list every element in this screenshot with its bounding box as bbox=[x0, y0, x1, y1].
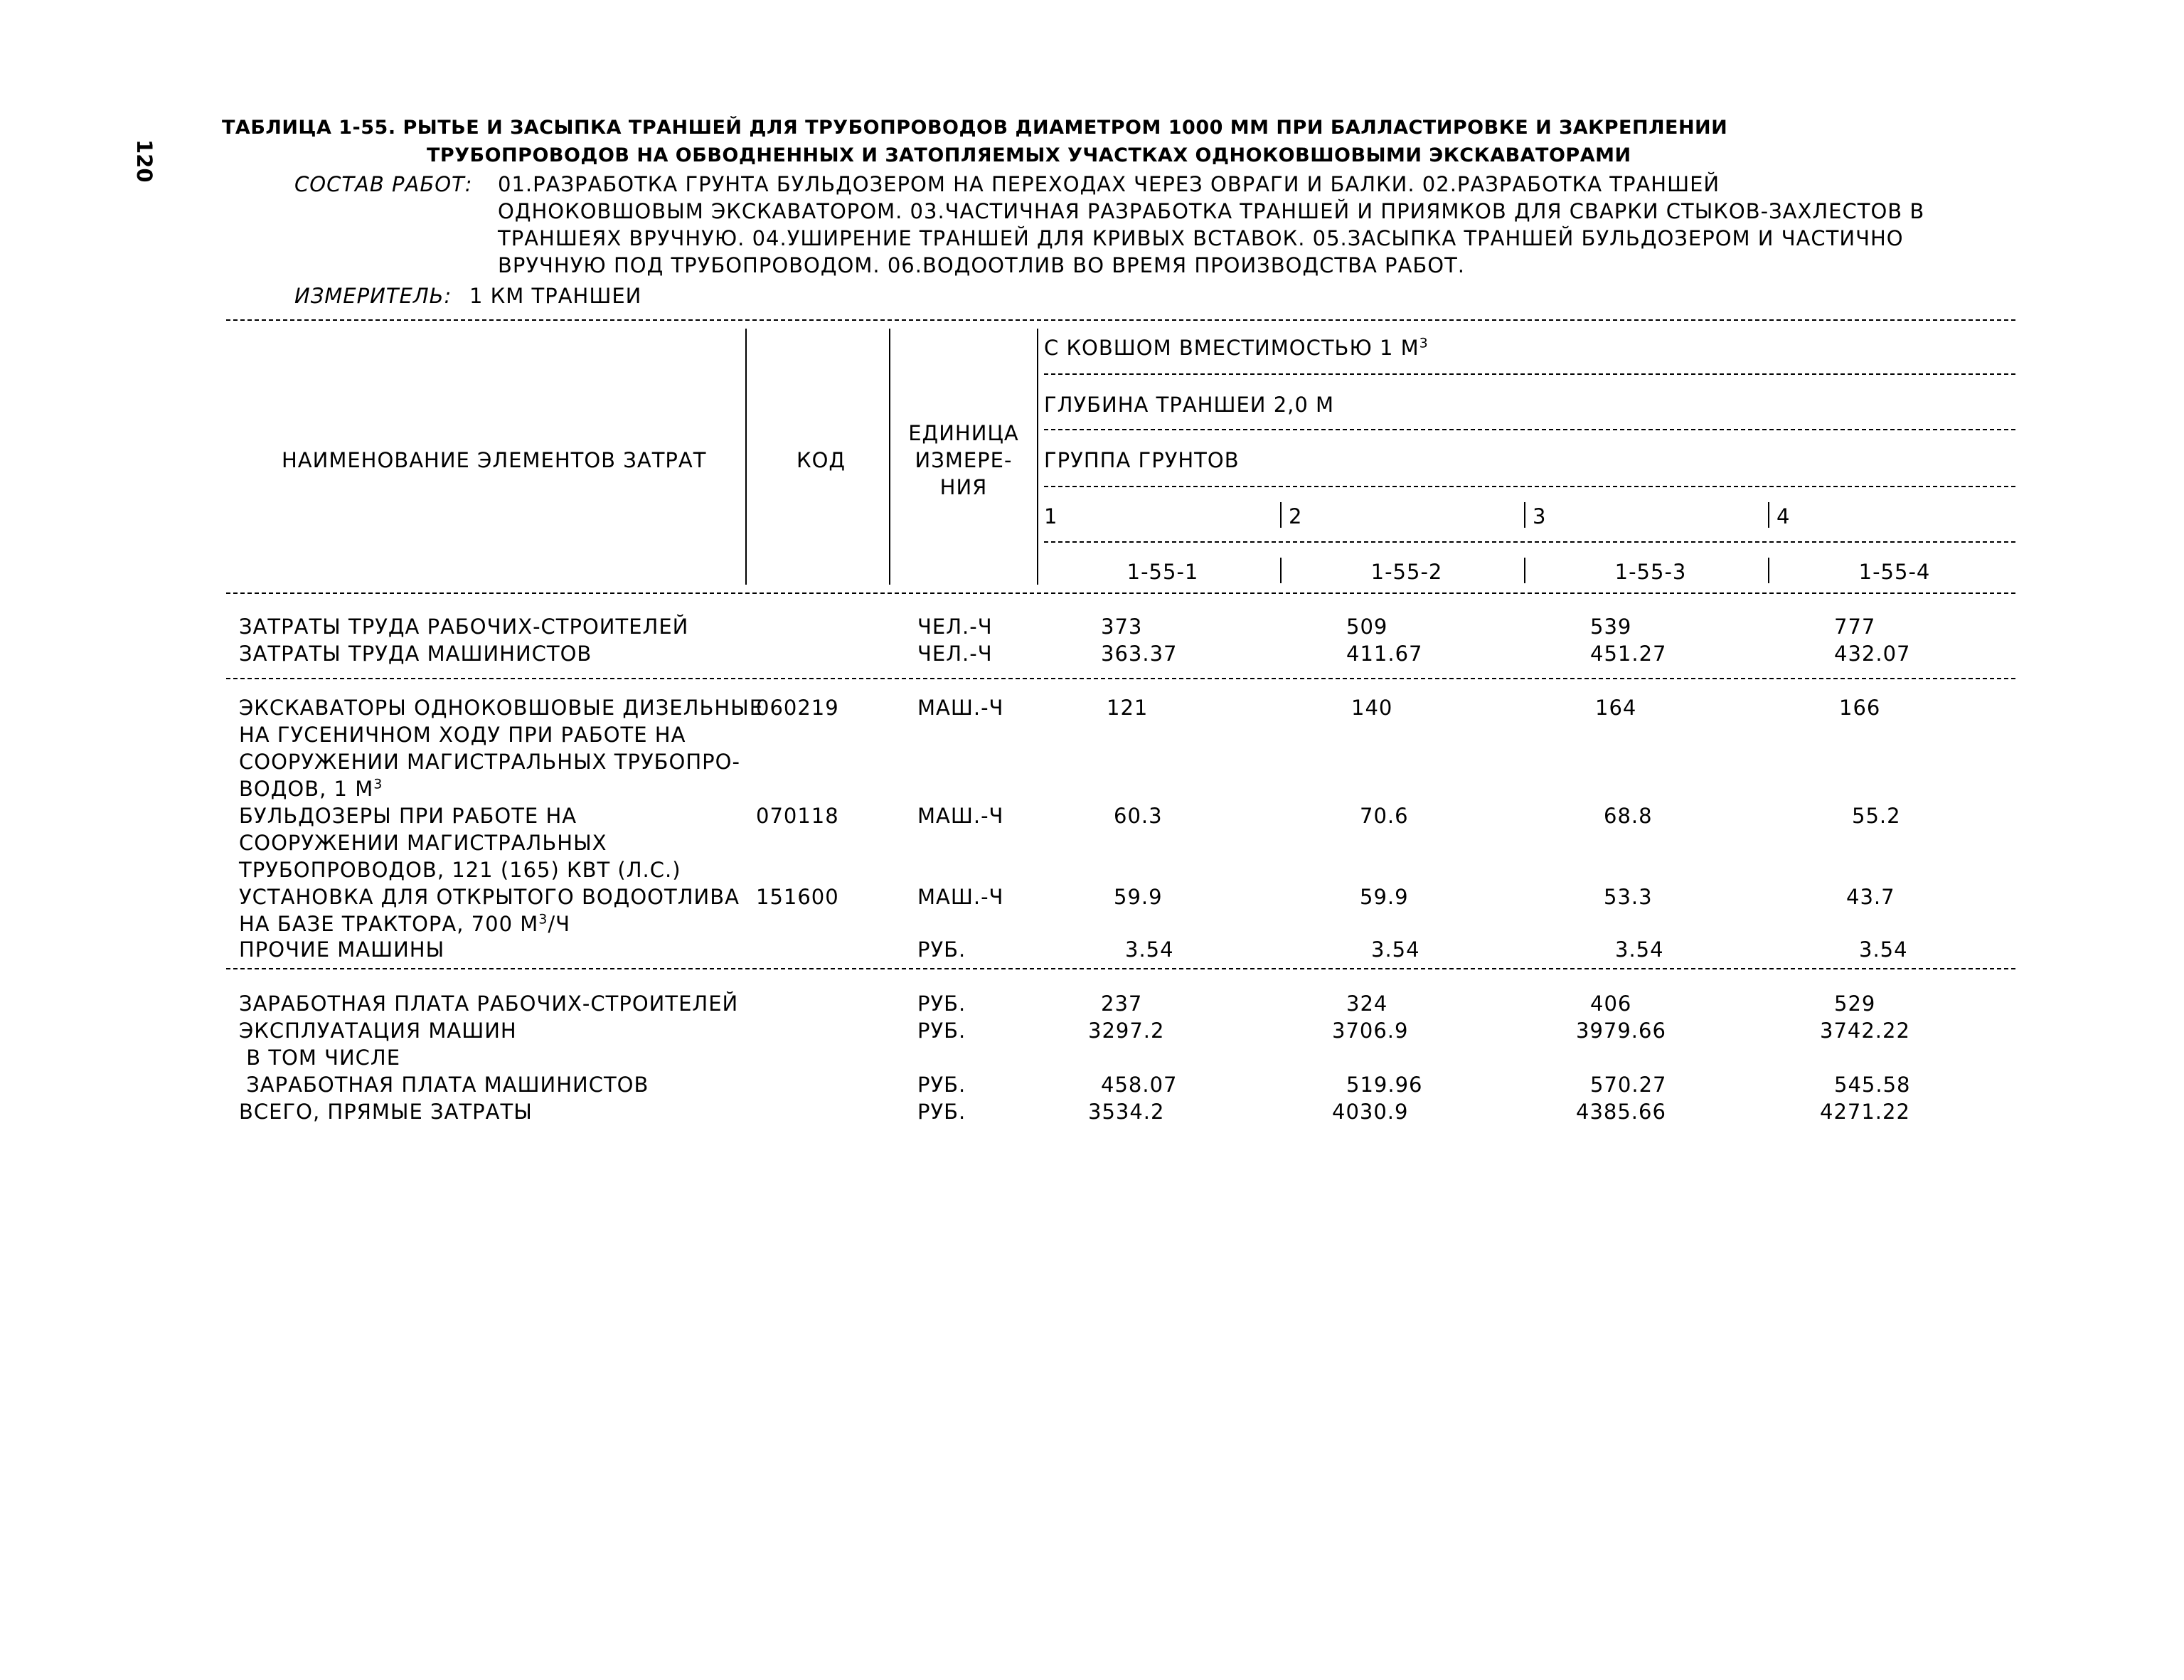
row-name: БУЛЬДОЗЕРЫ ПРИ РАБОТЕ НА bbox=[239, 804, 577, 828]
row-name: УСТАНОВКА ДЛЯ ОТКРЫТОГО ВОДООТЛИВА bbox=[239, 885, 740, 909]
code-separator bbox=[1768, 558, 1769, 583]
row-value: 68.8 bbox=[1604, 804, 1653, 828]
header-rule bbox=[1044, 486, 2015, 487]
row-code: 151600 bbox=[756, 885, 839, 909]
header-group: 4 bbox=[1777, 504, 1791, 528]
group-separator bbox=[1768, 502, 1769, 528]
row-value: 363.37 bbox=[1101, 642, 1178, 666]
row-value: 121 bbox=[1107, 696, 1149, 720]
section-rule bbox=[226, 968, 2015, 969]
row-value: 529 bbox=[1834, 991, 1876, 1016]
row-name: СООРУЖЕНИИ МАГИСТРАЛЬНЫХ bbox=[239, 831, 607, 855]
header-norm-code: 1-55-3 bbox=[1614, 560, 1687, 584]
header-name: НАИМЕНОВАНИЕ ЭЛЕМЕНТОВ ЗАТРАТ bbox=[282, 448, 707, 472]
group-separator bbox=[1280, 502, 1282, 528]
header-rule bbox=[1044, 373, 2015, 375]
row-value: 140 bbox=[1351, 696, 1393, 720]
row-value: 3742.22 bbox=[1820, 1019, 1910, 1043]
row-value: 406 bbox=[1590, 991, 1632, 1016]
col-separator bbox=[745, 329, 747, 585]
row-value: 3.54 bbox=[1371, 937, 1420, 962]
row-unit: РУБ. bbox=[917, 937, 966, 962]
scope-line: ОДНОКОВШОВЫМ ЭКСКАВАТОРОМ. 03.ЧАСТИЧНАЯ РАЗРАБОТКА ТРАНШЕЙ И ПРИЯМКОВ ДЛЯ СВАРКИ СТЫКОВ-ЗАХЛЕСТОВ В bbox=[498, 199, 1925, 223]
col-separator bbox=[1037, 329, 1038, 585]
row-value: 3.54 bbox=[1859, 937, 1908, 962]
row-value: 59.9 bbox=[1114, 885, 1163, 909]
row-value: 55.2 bbox=[1852, 804, 1901, 828]
row-value: 432.07 bbox=[1834, 642, 1911, 666]
code-separator bbox=[1524, 558, 1525, 583]
row-name: ВСЕГО, ПРЯМЫЕ ЗАТРАТЫ bbox=[239, 1100, 533, 1124]
row-value: 458.07 bbox=[1101, 1073, 1178, 1097]
scope-line: ВРУЧНУЮ ПОД ТРУБОПРОВОДОМ. 06.ВОДООТЛИВ ВО ВРЕМЯ ПРОИЗВОДСТВА РАБОТ. bbox=[498, 253, 1466, 277]
row-value: 519.96 bbox=[1346, 1073, 1423, 1097]
header-bucket: С КОВШОМ ВМЕСТИМОСТЬЮ 1 $М^3$ bbox=[1044, 335, 1429, 360]
row-name: ЗАТРАТЫ ТРУДА РАБОЧИХ-СТРОИТЕЛЕЙ bbox=[239, 615, 689, 639]
table-title-line-2: ТРУБОПРОВОДОВ НА ОБВОДНЕННЫХ И ЗАТОПЛЯЕМЫХ УЧАСТКАХ ОДНОКОВШОВЫМИ ЭКСКАВАТОРАМИ bbox=[427, 144, 1631, 166]
row-value: 43.7 bbox=[1846, 885, 1895, 909]
row-value: 777 bbox=[1834, 615, 1876, 639]
header-unit: НИЯ bbox=[939, 475, 988, 499]
scope-line: ТРАНШЕЯХ ВРУЧНУЮ. 04.УШИРЕНИЕ ТРАНШЕЙ ДЛЯ КРИВЫХ ВСТАВОК. 05.ЗАСЫПКА ТРАНШЕЙ БУЛЬДОЗЕРОМ И ЧАСТИЧНО bbox=[498, 226, 1904, 250]
header-rule bbox=[1044, 429, 2015, 430]
row-value: 324 bbox=[1346, 991, 1388, 1016]
meter-value: 1 КМ ТРАНШЕИ bbox=[469, 284, 642, 308]
row-unit: МАШ.-Ч bbox=[917, 804, 1004, 828]
row-value: 53.3 bbox=[1604, 885, 1653, 909]
header-norm-code: 1-55-1 bbox=[1126, 560, 1199, 584]
row-value: 3.54 bbox=[1615, 937, 1664, 962]
header-unit: ИЗМЕРЕ- bbox=[915, 448, 1013, 472]
row-unit: МАШ.-Ч bbox=[917, 696, 1004, 720]
row-value: 4030.9 bbox=[1332, 1100, 1409, 1124]
row-unit: ЧЕЛ.-Ч bbox=[917, 615, 993, 639]
row-value: 60.3 bbox=[1114, 804, 1163, 828]
row-unit: РУБ. bbox=[917, 1100, 966, 1124]
row-unit: РУБ. bbox=[917, 1019, 966, 1043]
row-unit: ЧЕЛ.-Ч bbox=[917, 642, 993, 666]
row-value: 4271.22 bbox=[1820, 1100, 1910, 1124]
code-separator bbox=[1280, 558, 1282, 583]
group-separator bbox=[1524, 502, 1525, 528]
row-name: ТРУБОПРОВОДОВ, 121 (165) КВТ (Л.С.) bbox=[239, 858, 681, 882]
meter-label: ИЗМЕРИТЕЛЬ: bbox=[294, 284, 452, 308]
header-group: 1 bbox=[1044, 504, 1058, 528]
header-soil-group: ГРУППА ГРУНТОВ bbox=[1044, 448, 1240, 472]
header-group: 2 bbox=[1289, 504, 1303, 528]
row-name: ПРОЧИЕ МАШИНЫ bbox=[239, 937, 445, 962]
row-value: 3534.2 bbox=[1088, 1100, 1165, 1124]
row-value: 509 bbox=[1346, 615, 1388, 639]
header-group: 3 bbox=[1533, 504, 1547, 528]
header-norm-code: 1-55-4 bbox=[1858, 560, 1931, 584]
row-unit: МАШ.-Ч bbox=[917, 885, 1004, 909]
row-name: НА БАЗЕ ТРАКТОРА, 700 $М^3/Ч$ bbox=[239, 911, 571, 936]
row-value: 373 bbox=[1101, 615, 1143, 639]
row-value: 59.9 bbox=[1360, 885, 1409, 909]
row-name: НА ГУСЕНИЧНОМ ХОДУ ПРИ РАБОТЕ НА bbox=[239, 723, 686, 747]
header-code: КОД bbox=[797, 448, 846, 472]
row-unit: РУБ. bbox=[917, 1073, 966, 1097]
row-value: 3706.9 bbox=[1332, 1019, 1409, 1043]
row-value: 411.67 bbox=[1346, 642, 1423, 666]
row-value: 451.27 bbox=[1590, 642, 1667, 666]
row-value: 164 bbox=[1595, 696, 1637, 720]
row-name: СООРУЖЕНИИ МАГИСТРАЛЬНЫХ ТРУБОПРО- bbox=[239, 750, 740, 774]
row-value: 237 bbox=[1101, 991, 1143, 1016]
table-title-line-1: ТАБЛИЦА 1-55. РЫТЬЕ И ЗАСЫПКА ТРАНШЕЙ ДЛЯ ТРУБОПРОВОДОВ ДИАМЕТРОМ 1000 ММ ПРИ БАЛЛАСТИРОВКЕ И ЗАКРЕПЛЕНИИ bbox=[222, 117, 1728, 139]
header-norm-code: 1-55-2 bbox=[1370, 560, 1443, 584]
page-number: 120 bbox=[132, 139, 156, 183]
header-unit: ЕДИНИЦА bbox=[908, 421, 1019, 445]
row-name: ЗАТРАТЫ ТРУДА МАШИНИСТОВ bbox=[239, 642, 592, 666]
row-value: 166 bbox=[1839, 696, 1881, 720]
row-value: 545.58 bbox=[1834, 1073, 1911, 1097]
header-rule bbox=[1044, 541, 2015, 543]
scope-line: 01.РАЗРАБОТКА ГРУНТА БУЛЬДОЗЕРОМ НА ПЕРЕХОДАХ ЧЕРЕЗ ОВРАГИ И БАЛКИ. 02.РАЗРАБОТКА ТРАНШЕЙ bbox=[498, 172, 1720, 196]
row-name: ЭКСКАВАТОРЫ ОДНОКОВШОВЫЕ ДИЗЕЛЬНЫЕ bbox=[239, 696, 764, 720]
section-rule bbox=[226, 678, 2015, 679]
row-value: 3979.66 bbox=[1576, 1019, 1666, 1043]
row-value: 570.27 bbox=[1590, 1073, 1667, 1097]
col-separator bbox=[889, 329, 890, 585]
row-value: 539 bbox=[1590, 615, 1632, 639]
row-code: 060219 bbox=[756, 696, 839, 720]
row-value: 3297.2 bbox=[1088, 1019, 1165, 1043]
header-depth: ГЛУБИНА ТРАНШЕИ 2,0 М bbox=[1044, 393, 1335, 417]
row-name: ЗАРАБОТНАЯ ПЛАТА РАБОЧИХ-СТРОИТЕЛЕЙ bbox=[239, 991, 739, 1016]
row-value: 70.6 bbox=[1360, 804, 1409, 828]
row-name: В ТОМ ЧИСЛЕ bbox=[239, 1046, 401, 1070]
table-top-rule bbox=[226, 319, 2015, 321]
row-unit: РУБ. bbox=[917, 991, 966, 1016]
row-value: 3.54 bbox=[1125, 937, 1174, 962]
row-name: ЗАРАБОТНАЯ ПЛАТА МАШИНИСТОВ bbox=[239, 1073, 649, 1097]
header-bottom-rule bbox=[226, 592, 2015, 594]
row-value: 4385.66 bbox=[1576, 1100, 1666, 1124]
row-name: ВОДОВ, 1 $М^3$ bbox=[239, 776, 383, 801]
row-name: ЭКСПЛУАТАЦИЯ МАШИН bbox=[239, 1019, 517, 1043]
scope-label: СОСТАВ РАБОТ: bbox=[294, 172, 473, 196]
row-code: 070118 bbox=[756, 804, 839, 828]
